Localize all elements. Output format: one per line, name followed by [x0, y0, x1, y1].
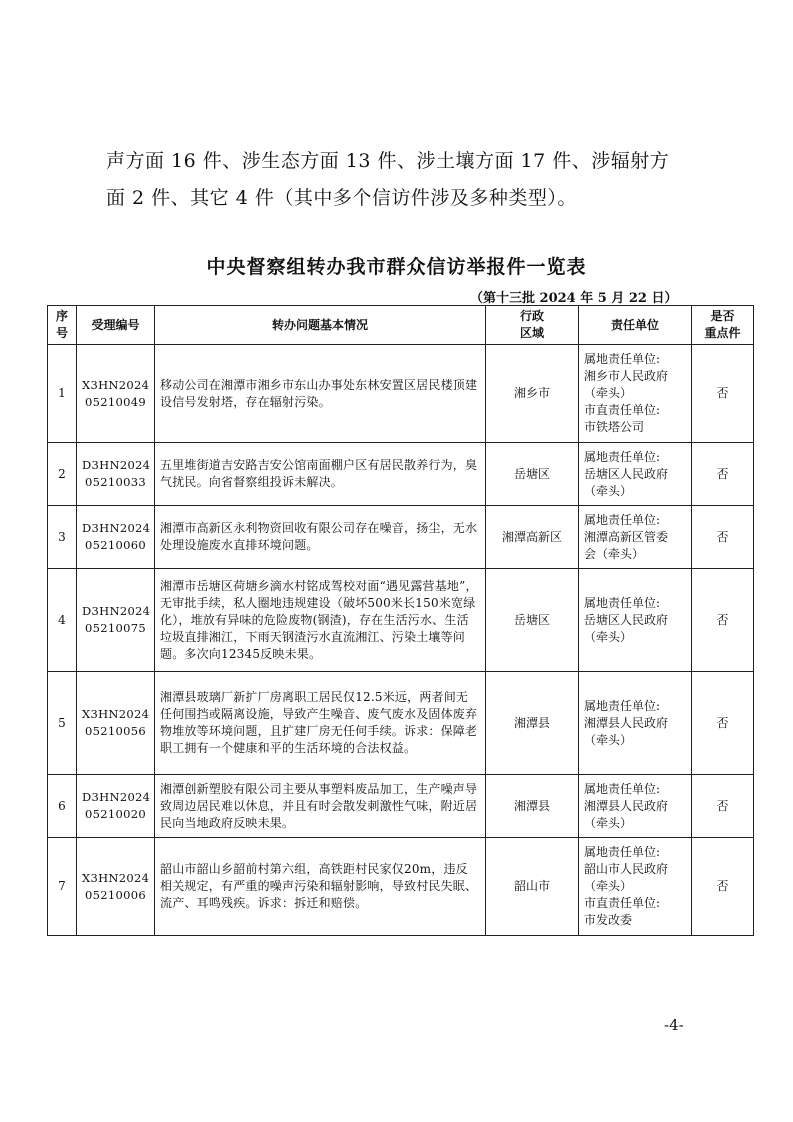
row-seq: 2 [48, 443, 77, 506]
row-code [77, 775, 155, 838]
row-desc: 韶山市韶山乡韶前村第六组，高铁距村民家仅20m，违反相关规定，有严重的噪声污染和辐射影响，导致村民失眠、流产、耳鸣残疾。诉求：拆迁和赔偿。 [155, 838, 486, 936]
row-code-line: 05210006 [85, 887, 146, 902]
page-number: -4- [664, 1016, 684, 1034]
row-seq: 1 [48, 345, 77, 443]
table-title: 中央督察组转办我市群众信访举报件一览表 [206, 256, 587, 278]
row-desc: 湘潭创新塑胶有限公司主要从事塑料废品加工，生产噪声导致周边居民难以休息，并且有时会散发刺激性气味，附近居民向当地政府反映未果。 [155, 775, 486, 838]
row-dept-line: 岳塘区人民政府 [584, 466, 669, 481]
row-code-line: X3HN2024 [82, 707, 150, 721]
row-region: 岳塘区 [486, 443, 579, 506]
row-region: 湘潭高新区 [486, 506, 579, 569]
header-region [486, 306, 579, 345]
header-desc: 转办问题基本情况 [155, 306, 486, 345]
row-code-line: D3HN2024 [82, 521, 151, 535]
intro-paragraph [106, 143, 706, 217]
row-key: 否 [692, 569, 754, 672]
row-dept-line: 岳塘区人民政府 [584, 612, 669, 627]
row-seq: 6 [48, 775, 77, 838]
row-desc: 移动公司在湘潭市湘乡市东山办事处东林安置区居民楼顶建设信号发射塔，存在辐射污染。 [155, 345, 486, 443]
header-dept: 责任单位 [579, 306, 692, 345]
row-dept-line: 湘潭县人民政府 [584, 798, 669, 813]
row-code [77, 569, 155, 672]
row-seq: 5 [48, 672, 77, 775]
row-dept [579, 345, 692, 443]
row-dept-line: （牵头） [584, 483, 633, 498]
table-row [48, 506, 754, 569]
row-dept-line: 韶山市人民政府 [584, 862, 669, 876]
header-seq [48, 306, 77, 345]
row-seq: 3 [48, 506, 77, 569]
row-dept-line: （牵头） [584, 732, 633, 747]
row-region: 湘乡市 [486, 345, 579, 443]
row-dept-line: （牵头） [584, 629, 633, 644]
row-region: 湘潭县 [486, 775, 579, 838]
table-row [48, 672, 754, 775]
row-code [77, 443, 155, 506]
row-dept [579, 506, 692, 569]
row-dept-line: 市铁塔公司 [584, 420, 645, 434]
row-code-line: 05210060 [85, 538, 146, 552]
row-region: 湘潭县 [486, 672, 579, 775]
row-dept-line: 湘乡市人民政府 [584, 369, 669, 383]
table-row [48, 838, 754, 936]
header-seq-line: 序 [55, 309, 68, 323]
table-row [48, 775, 754, 838]
row-dept [579, 775, 692, 838]
row-dept-line: 湘潭县人民政府 [584, 715, 669, 730]
header-seq-line: 号 [55, 326, 68, 340]
row-code-line: D3HN2024 [82, 790, 151, 804]
row-code-line: 05210075 [85, 621, 146, 635]
table-row [48, 569, 754, 672]
row-dept-line: 市直责任单位: [584, 403, 661, 417]
table-header-row [48, 306, 754, 345]
row-dept-line: 湘潭高新区管委 [584, 529, 669, 544]
row-code-line: D3HN2024 [82, 458, 151, 472]
row-desc: 湘潭县玻璃厂新扩厂房离职工居民仅12.5米远，两者间无任何围挡或隔离设施，导致产生噪音、废气废水及固体废弃物堆放等环境问题，且扩建厂房无任何手续。诉求：保障老职工拥有一个健康和平的生活环境的合法权益。 [155, 672, 486, 775]
header-key-line: 重点件 [704, 326, 741, 340]
row-code-line: X3HN2024 [82, 870, 150, 885]
intro-line: 面 2 件、其它 4 件（其中多个信访件涉及多种类型）。 [106, 187, 577, 209]
row-dept [579, 672, 692, 775]
row-desc: 湘潭市高新区永利物资回收有限公司存在噪音，扬尘，无水处理设施废水直排环境问题。 [155, 506, 486, 569]
table-row [48, 345, 754, 443]
row-code [77, 672, 155, 775]
row-dept-line: （牵头） [584, 879, 633, 893]
row-code-line: 05210056 [85, 724, 146, 738]
row-code [77, 506, 155, 569]
row-key: 否 [692, 775, 754, 838]
row-key: 否 [692, 672, 754, 775]
row-dept [579, 838, 692, 936]
row-key: 否 [692, 506, 754, 569]
header-region-line: 行政 [519, 309, 544, 323]
header-region-line: 区域 [519, 326, 544, 340]
intro-line: 声方面 16 件、涉生态方面 13 件、涉土壤方面 17 件、涉辐射方 [106, 150, 670, 172]
row-code [77, 838, 155, 936]
table-body [48, 345, 754, 936]
row-desc: 湘潭市岳塘区荷塘乡滴水村铭成驾校对面“遇见露营基地”，无审批手续，私人圈地违规建设（破坏500米长150米宽绿化），堆放有异味的危险废物(钢渣)，存在生活污水、生活垃圾直排湘江，下雨天钢渣污水直流湘江、污染土壤等问题。多次向12345反映未果。 [155, 569, 486, 672]
row-seq: 7 [48, 838, 77, 936]
row-seq: 4 [48, 569, 77, 672]
row-dept-line: 属地责任单位: [584, 595, 661, 610]
row-code [77, 345, 155, 443]
row-dept-line: 会（牵头） [584, 546, 645, 561]
batch-date: （第十三批 2024 年 5 月 22 日） [470, 291, 678, 306]
row-dept-line: 属地责任单位: [584, 781, 661, 796]
row-key: 否 [692, 345, 754, 443]
row-dept [579, 443, 692, 506]
header-key [692, 306, 754, 345]
row-dept [579, 569, 692, 672]
row-desc: 五里堆街道吉安路吉安公馆南面棚户区有居民散养行为，臭气扰民。向省督察组投诉未解决。 [155, 443, 486, 506]
row-dept-line: 属地责任单位: [584, 845, 661, 859]
row-dept-line: （牵头） [584, 386, 633, 400]
petition-table [47, 305, 754, 936]
row-region: 韶山市 [486, 838, 579, 936]
row-code-line: D3HN2024 [82, 604, 151, 618]
row-code-line: 05210033 [85, 475, 146, 489]
row-dept-line: 市直责任单位: [584, 896, 661, 910]
header-code: 受理编号 [77, 306, 155, 345]
row-dept-line: 市发改委 [584, 913, 633, 927]
row-dept-line: 属地责任单位: [584, 352, 661, 366]
row-code-line: 05210049 [85, 394, 146, 409]
row-dept-line: 属地责任单位: [584, 512, 661, 527]
header-key-line: 是否 [710, 309, 735, 323]
row-code-line: X3HN2024 [82, 377, 150, 392]
row-key: 否 [692, 443, 754, 506]
row-dept-line: （牵头） [584, 815, 633, 830]
row-dept-line: 属地责任单位: [584, 449, 661, 464]
row-dept-line: 属地责任单位: [584, 698, 661, 713]
row-region: 岳塘区 [486, 569, 579, 672]
row-key: 否 [692, 838, 754, 936]
row-code-line: 05210020 [85, 807, 146, 821]
table-row [48, 443, 754, 506]
